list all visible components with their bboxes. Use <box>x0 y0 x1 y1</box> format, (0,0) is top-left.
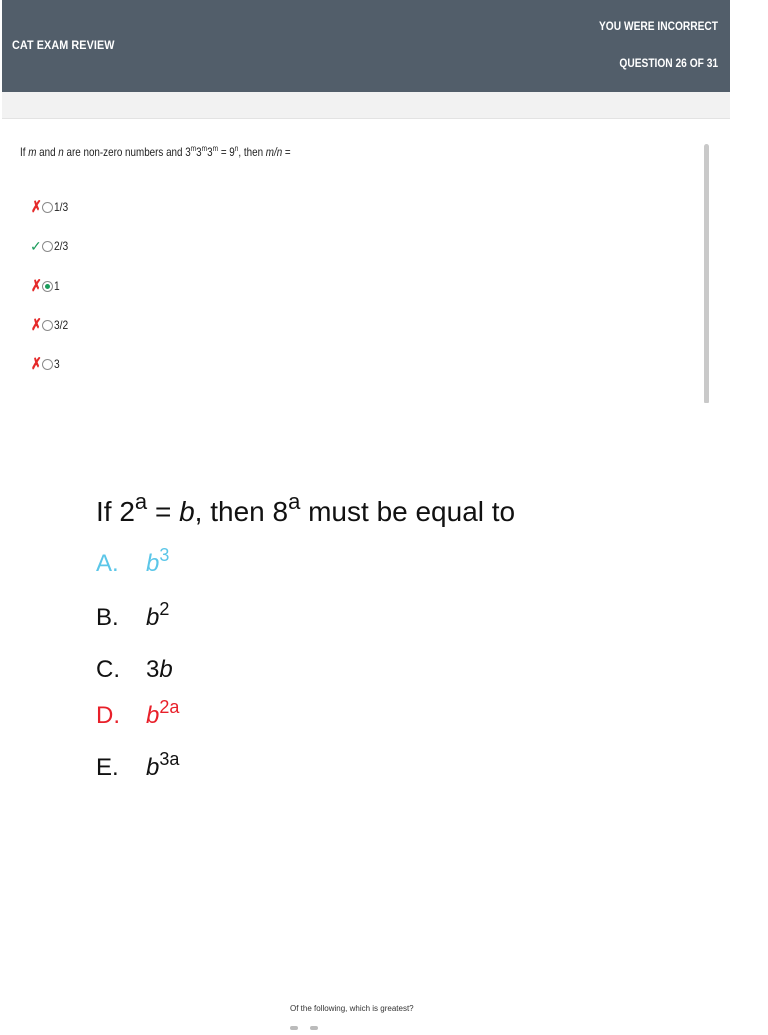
option-label: 1/3 <box>54 200 69 214</box>
correct-check-icon: ✓ <box>30 237 42 254</box>
answer-choice-c: C. 3b <box>96 656 173 683</box>
scrollbar[interactable] <box>704 144 709 403</box>
incorrect-mark-icon: ✗ <box>31 199 42 216</box>
question-text: If m and n are non-zero numbers and $3^m3^m3^m = 9^n$, then m/n = <box>20 144 291 159</box>
exam-review-panel <box>2 0 730 403</box>
radio-button[interactable] <box>42 320 53 331</box>
review-header <box>2 0 730 92</box>
answer-choice-b: B. $b^2$ <box>96 599 170 631</box>
incorrect-mark-icon: ✗ <box>31 278 42 295</box>
option-label: 1 <box>54 279 60 293</box>
incorrect-mark-icon: ✗ <box>31 317 42 334</box>
page-title: CAT EXAM REVIEW <box>12 38 115 52</box>
answer-option[interactable] <box>30 199 71 215</box>
truncated-content <box>290 1017 350 1023</box>
answer-option[interactable] <box>30 238 71 254</box>
result-status: YOU WERE INCORRECT <box>598 19 718 33</box>
next-question-text: Of the following, which is greatest? <box>290 1004 414 1013</box>
radio-button[interactable] <box>42 359 53 370</box>
option-label: 3 <box>54 357 60 371</box>
option-label: 3/2 <box>54 318 69 332</box>
option-label: 2/3 <box>54 239 69 253</box>
question-2-text: If $2^a = b$, then 8$^a$ must be equal to <box>96 489 516 527</box>
toolbar-strip <box>2 92 730 119</box>
radio-button-selected[interactable] <box>42 281 53 292</box>
answer-option[interactable] <box>30 356 61 372</box>
radio-button[interactable] <box>42 241 53 252</box>
radio-button[interactable] <box>42 202 53 213</box>
incorrect-mark-icon: ✗ <box>31 356 42 373</box>
question-counter: QUESTION 26 OF 31 <box>619 56 718 70</box>
answer-choice-a: A. $b^3$ <box>96 545 170 577</box>
answer-option[interactable] <box>30 278 61 294</box>
answer-option[interactable] <box>30 317 71 333</box>
answer-choice-d: D. $b^{2a}$ <box>96 697 180 729</box>
answer-choice-e: E. $b^{3a}$ <box>96 749 180 781</box>
